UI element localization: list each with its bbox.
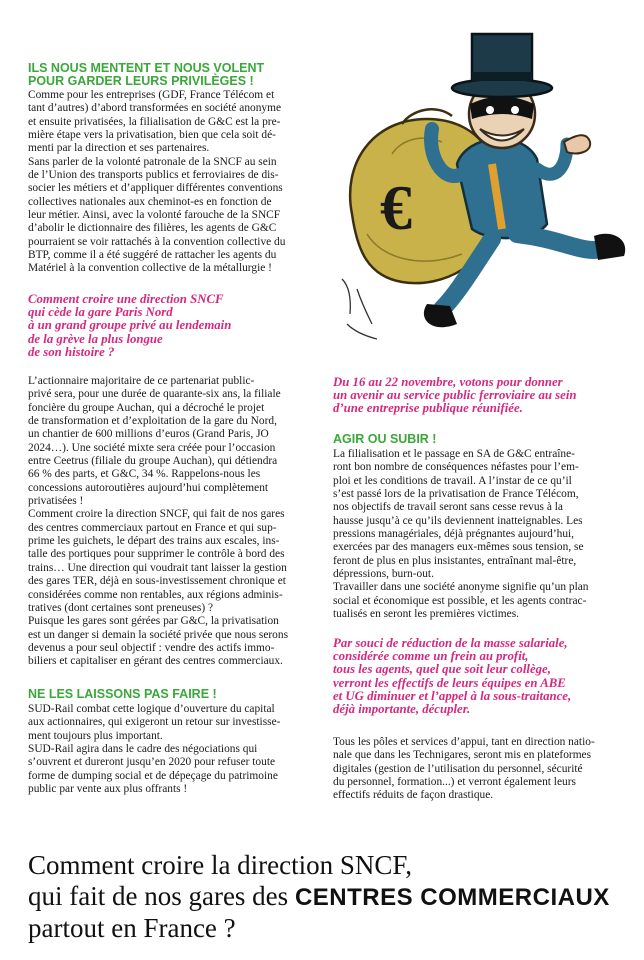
text-line: mière étape vers la privatisation, bien que cela soit dé-: [28, 129, 276, 142]
text-line: BTP, comme il a été suggéré de rattacher les agents du: [28, 249, 277, 262]
text-line: socier les métiers et d’appliquer différentes conventions: [28, 182, 283, 195]
bottom-line-2-text: qui fait de nos gares des: [28, 881, 295, 911]
text-line: des centres commerciaux partout en France et qui sup-: [28, 521, 277, 534]
text-line: déjà importante, décupler.: [333, 702, 471, 717]
text-line: tant d’autres) d’abord transformées en société anonyme: [28, 102, 282, 115]
text-line: Comme pour les entreprises (GDF, France Télécom et: [28, 89, 275, 101]
bottom-line-1: Comment croire la direction SNCF,: [28, 850, 413, 880]
bottom-banner: [28, 850, 628, 944]
text-line: Matériel à la convention collective de la métallurgie !: [28, 262, 272, 275]
text-line: tous les agents, quel que soit leur collège,: [333, 662, 551, 677]
text-line: de son histoire ?: [28, 344, 115, 359]
text-line: aux actionnaires, qui exigeront un retour sur investisse-: [28, 716, 281, 729]
text-line: 66 % des parts, et G&C, 34 %. Rappelons-nous les: [28, 468, 261, 481]
text-line: ploi et les conditions de travail. A l’instar de ce qu’il: [333, 474, 572, 487]
heading-line: ILS NOUS MENTENT ET NOUS VOLENT: [28, 61, 265, 75]
illustration: [332, 24, 632, 354]
text-line: dépressions, burn-out.: [333, 568, 434, 581]
text-line: devenus a pour seul objectif : vendre des actifs immo-: [28, 641, 275, 654]
text-line: Travailler dans une société anonyme signifie qu’un plan: [333, 581, 589, 594]
text-line: nos objectifs de travail seront sans cesse revus à la: [333, 501, 563, 514]
quote-votons: [333, 376, 633, 416]
paragraph-sud-rail: [28, 703, 317, 796]
text-line: 2024…). Une société mixte sera créée pour l’occasion: [28, 441, 276, 454]
text-line: prime les guichets, le départ des trains aux escales, ins-: [28, 535, 280, 548]
text-line: feront de plus en plus insistantes, entraînant mal-être,: [333, 554, 577, 567]
heading-line: POUR GARDER LEURS PRIVILÈGES !: [28, 74, 254, 88]
text-line: public par vente aux plus offrants !: [28, 783, 188, 796]
text-line: verront les effectifs de leurs équipes en ABE: [333, 675, 566, 690]
text-line: digitales (gestion de l’utilisation du personnel, sécurité: [333, 762, 583, 775]
text-line: exercées par des managers eux-mêmes sous tension, se: [333, 541, 584, 554]
heading-mentent: [28, 62, 314, 88]
thief-with-euro-bag-icon: [332, 24, 632, 354]
text-line: des gares TER, déjà en sous-investissement chronique et: [28, 575, 286, 588]
bottom-line-3: partout en France ?: [28, 913, 236, 943]
text-line: hausse jusqu’à ce qu’ils deviennent inatteignables. Les: [333, 514, 583, 527]
quote-masse-salariale: [333, 637, 633, 716]
text-line: collectives nationales aux cheminot-es en fonction de: [28, 195, 272, 208]
text-line: social et économique est possible, et les agents contrac-: [333, 594, 587, 607]
text-line: talle des portiques pour supprimer le contrôle à bord des: [28, 548, 285, 561]
text-line: considérées comme non rentables, aux régions adminis-: [28, 588, 283, 601]
paragraph-filialisation: [333, 448, 622, 621]
text-line: SUD-Rail combat cette logique d’ouverture du capital: [28, 703, 275, 715]
heading-laissons: NE LES LAISSONS PAS FAIRE !: [28, 687, 217, 701]
text-line: biliers et capitaliser en gérant des centres commerciaux.: [28, 655, 283, 668]
text-line: Tous les pôles et services d’appui, tant en direction natio-: [333, 736, 595, 748]
text-line: SUD-Rail agira dans le cadre des négociations qui: [28, 743, 258, 756]
text-line: Par souci de réduction de la masse salariale,: [333, 636, 568, 650]
text-line: d’une entreprise publique réunifiée.: [333, 401, 523, 416]
text-line: considérée comme un frein au profit,: [333, 649, 529, 664]
paragraph-poles: [333, 736, 622, 803]
text-line: effectifs réduits de façon drastique.: [333, 789, 494, 802]
quote-paris-nord: [28, 293, 328, 359]
text-line: et UG diminuer et l’appel à la sous-traitance,: [333, 688, 572, 703]
text-line: privé sera, pour une durée de quarante-six ans, la filiale: [28, 388, 281, 401]
text-line: de la grève la plus longue: [28, 331, 163, 346]
text-line: concessions autoroutières aujourd’hui complètement: [28, 481, 269, 494]
text-line: est un danger si demain la société privée que nous serons: [28, 628, 289, 641]
text-line: qui cède la gare Paris Nord: [28, 305, 173, 320]
text-line: menti par la direction et ses partenaires.: [28, 142, 210, 155]
text-line: du personnel, formation...) et verront également leurs: [333, 776, 576, 789]
text-line: nale que dans les Technigares, seront mis en plateformes: [333, 749, 592, 762]
heading-agir: AGIR OU SUBIR !: [333, 432, 437, 446]
text-line: pressions managériales, déjà prégnantes aujourd’hui,: [333, 528, 575, 541]
text-line: s’ouvrent et dureront jusqu’en 2020 pour refuser toute: [28, 756, 276, 769]
text-line: tualisés en seront les premières victimes.: [333, 608, 519, 621]
text-line: Du 16 au 22 novembre, votons pour donner: [333, 375, 563, 389]
text-line: Puisque les gares sont gérées par G&C, la privatisation: [28, 615, 279, 628]
text-line: et ensuite privatisées, la filialisation de G&C est la pre-: [28, 115, 281, 128]
text-line: pourraient se voir rattachés à la convention collective du: [28, 235, 286, 248]
text-line: Sans parler de la volonté patronale de la SNCF au sein: [28, 155, 277, 168]
paragraph-privatisation: [28, 89, 317, 276]
text-line: forme de dumping social et de dépeçage du patrimoine: [28, 769, 278, 782]
text-line: ment toujours plus important.: [28, 729, 163, 742]
text-line: un chantier de 600 millions d’euros (Grand Paris, JO: [28, 428, 269, 441]
text-line: Comment croire la direction SNCF, qui fait de nos gares: [28, 508, 285, 521]
text-line: trains… Une direction qui voudrait tant laisser la gestion: [28, 561, 287, 574]
text-line: La filialisation et le passage en SA de G&C entraîne-: [333, 448, 575, 460]
text-line: entre Ceetrus (filiale du groupe Auchan), qui détiendra: [28, 455, 278, 468]
text-line: L’actionnaire majoritaire de ce partenariat public-: [28, 375, 255, 387]
text-line: de l’Union des transports publics et ferroviaires de dis-: [28, 169, 279, 182]
bag-euro-symbol: €: [380, 172, 412, 243]
text-line: s’est passé lors de la privatisation de France Télécom,: [333, 488, 579, 501]
text-line: leur métier. Ainsi, avec la volonté farouche de la SNCF: [28, 209, 281, 222]
text-line: d’abolir le dictionnaire des filières, les agents de G&C: [28, 222, 277, 235]
paragraph-actionnaire: [28, 375, 317, 669]
text-line: à un grand groupe privé au lendemain: [28, 318, 232, 333]
bottom-line-2-emphasis: CENTRES COMMERCIAUX: [294, 884, 610, 911]
text-line: foncière du groupe Auchan, qui a décroché le projet: [28, 401, 265, 414]
text-line: ront bon nombre de conséquences néfastes pour l’em-: [333, 461, 579, 474]
text-line: de transformation et d’exploitation de la gare du Nord,: [28, 415, 277, 428]
text-line: privatisées !: [28, 495, 84, 508]
text-line: tratives (dont certaines sont preneuses) ?: [28, 601, 214, 614]
text-line: un avenir au service public ferroviaire au sein: [333, 388, 577, 403]
bottom-line-2: [28, 881, 628, 913]
text-line: Comment croire une direction SNCF: [28, 292, 224, 306]
